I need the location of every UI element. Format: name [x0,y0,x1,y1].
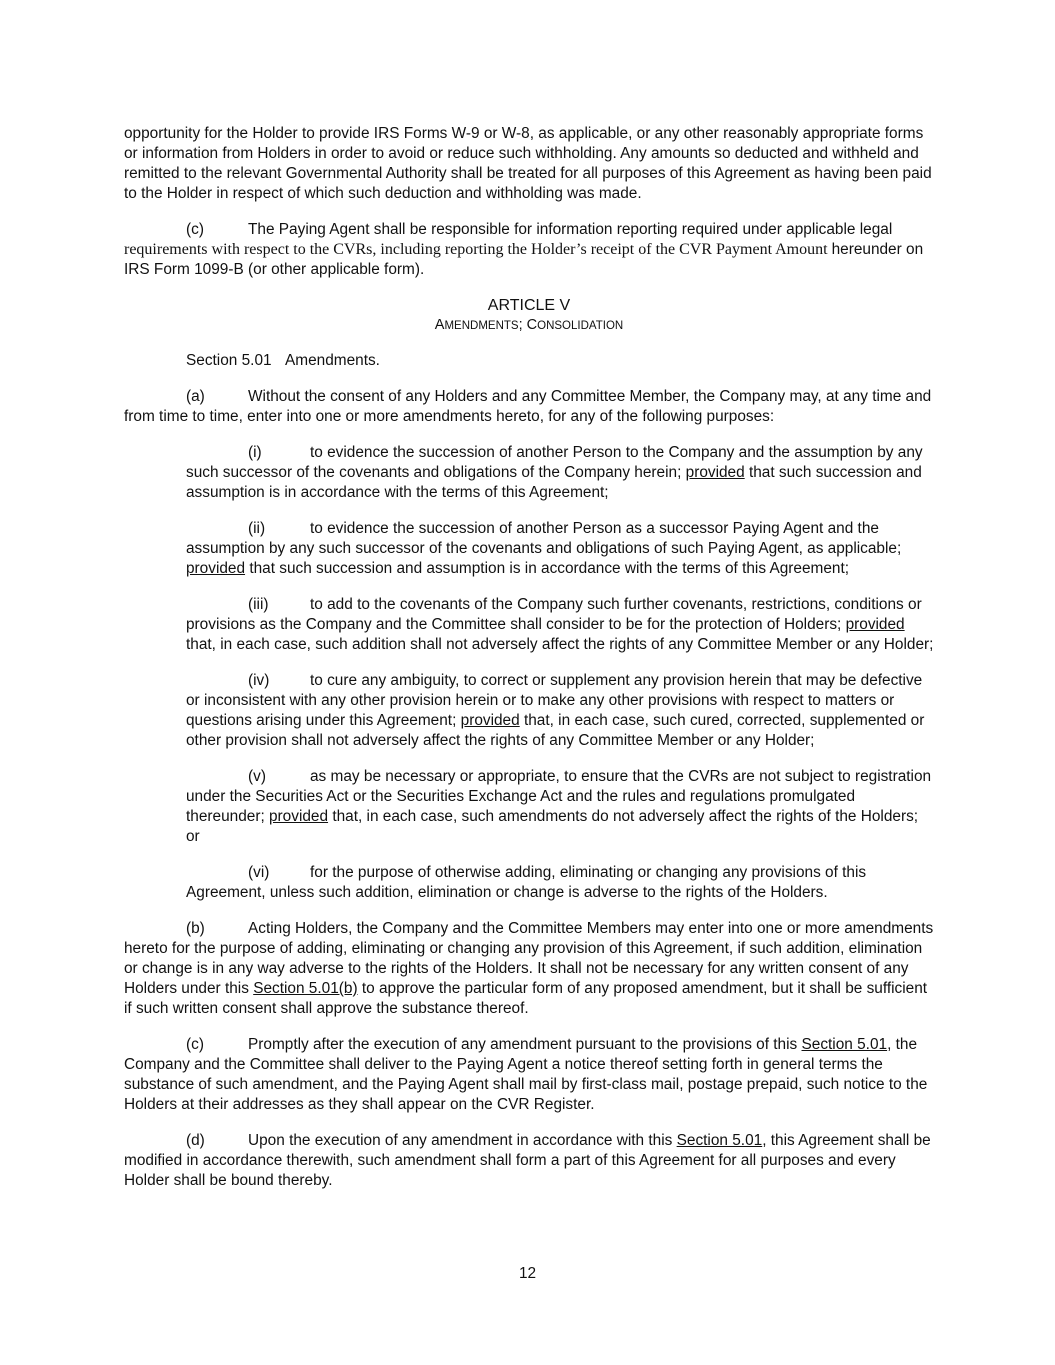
paragraph-a [124,387,934,427]
item-iii [186,595,934,655]
paragraph-label: (c) [186,221,204,238]
provided-term: provided [269,808,329,825]
subtitle-separator: ; [518,317,527,333]
item-text: as may be necessary or appropriate, to ensure that the CVRs are not subject to registration under the Securities Act or the Securities Exchange Act and the rules and regulations promulgated thereunder; [186,768,932,825]
item-label: (iv) [248,672,270,689]
provided-term: provided [186,560,246,577]
paragraph-text: The Paying Agent shall be responsible for information reporting required under applicable legal [248,221,893,238]
paragraph-label: (d) [186,1132,205,1149]
item-v [186,767,934,847]
paragraph-text: Upon the execution of any amendment in accordance with this [248,1132,677,1149]
paragraph-label: (c) [186,1036,204,1053]
subtitle-cap: C [526,317,538,333]
paragraph-label: (a) [186,388,205,405]
paragraph-d [124,1131,934,1191]
section-reference: Section 5.01 [801,1036,888,1053]
article-title: ARTICLE V [487,297,571,314]
item-text: to cure any ambiguity, to correct or supplement any provision herein that may be defective or inconsistent with any other provision herein or to make any other provisions with respect to matters or questions arising under this Agreement; [186,672,923,729]
item-text: that, in each case, such addition shall not adversely affect the rights of any Committee Member or any Holder; [186,636,934,653]
item-text: to evidence the succession of another Person to the Company and the assumption by any such successor of the covenants and obligations of the Company herein; [186,444,923,481]
item-text: that, in each case, such amendments do not adversely affect the rights of the Holders; or [186,808,919,845]
paragraph-text-serif: requirements with respect to the CVRs, including reporting the Holder’s receipt of the CVR Payment Amount [124,241,832,258]
paragraph-c-reporting [124,220,934,280]
item-vi [186,863,934,903]
item-text: that, in each case, such cured, corrected, supplemented or other provision shall not adversely affect the rights of any Committee Member or any Holder; [186,712,925,749]
section-reference: Section 5.01(b) [253,980,358,997]
paragraph-c [124,1035,934,1115]
page-number: 12 [518,1265,537,1282]
section-reference: Section 5.01 [676,1132,763,1149]
paragraph-b [124,919,934,1019]
paragraph-text: Without the consent of any Holders and any Committee Member, the Company may, at any time and from time to time, enter into one or more amendments hereto, for any of the following purposes: [124,388,932,425]
provided-term: provided [460,712,520,729]
provided-term: provided [685,464,745,481]
item-text: for the purpose of otherwise adding, eliminating or changing any provisions of this Agreement, unless such addition, elimination or change is adverse to the rights of the Holders. [186,864,867,901]
item-iv [186,671,934,751]
item-text: that such succession and assumption is in accordance with the terms of this Agreement; [245,560,850,577]
item-ii [186,519,934,579]
paragraph-text: Promptly after the execution of any amendment pursuant to the provisions of this [248,1036,802,1053]
item-label: (i) [248,444,262,461]
item-label: (ii) [248,520,266,537]
subtitle-cap: A [434,317,445,333]
provided-term: provided [845,616,905,633]
section-heading [186,351,934,371]
section-number: Section 5.01 [186,352,272,369]
paragraph-text: , this Agreement shall be modified in accordance therewith, such amendment shall form a part of this Agreement for all purposes and every Holder shall be bound thereby. [124,1132,931,1189]
article-subtitle [124,316,934,335]
paragraph-text: hereunder on IRS Form 1099-B (or other applicable form). [124,241,924,278]
item-label: (vi) [248,864,270,881]
item-label: (iii) [248,596,269,613]
intro-paragraph: opportunity for the Holder to provide IRS Forms W-9 or W-8, as applicable, or any other reasonably appropriate forms or information from Holders in order to avoid or reduce such withholding. Any amounts so deducted and withheld and remitted to the relevant Governmental Authority shall be treated for all purposes of this Agreement as having been paid to the Holder in respect of which such deduction and withholding was made. [124,125,932,202]
subtitle-small-caps: MENDMENTS [444,320,519,332]
paragraph-label: (b) [186,920,205,937]
paragraph-text: Acting Holders, the Company and the Committee Members may enter into one or more amendments hereto for the purpose of adding, eliminating or changing any provision of this Agreement, if such addition, elimination or change is in any way adverse to the rights of the Holders. It shall not be necessary for any written consent of any Holders under this [124,920,934,997]
paragraph-text: to approve the particular form of any proposed amendment, but it shall be sufficient if such written consent shall approve the substance thereof. [124,980,928,1017]
subtitle-small-caps: ONSOLIDATION [537,320,624,332]
item-text: that such succession and assumption is in accordance with the terms of this Agreement; [186,464,922,501]
item-text: to add to the covenants of the Company such further covenants, restrictions, conditions or provisions as the Company and the Committee shall consider to be for the protection of Holders; [186,596,922,633]
article-heading [124,296,934,335]
section-title: Amendments. [285,352,380,369]
item-i [186,443,934,503]
item-label: (v) [248,768,266,785]
item-text: to evidence the succession of another Person as a successor Paying Agent and the assumption by any such successor of the covenants and obligations of such Paying Agent, as applicable; [186,520,902,557]
paragraph-text: , the Company and the Committee shall deliver to the Paying Agent a notice thereof setting forth in general terms the substance of such amendment, and the Paying Agent shall mail by first-class mail, postage prepaid, such notice to the Holders at their addresses as they shall appear on the CVR Register. [124,1036,928,1113]
document-page [124,124,934,1207]
